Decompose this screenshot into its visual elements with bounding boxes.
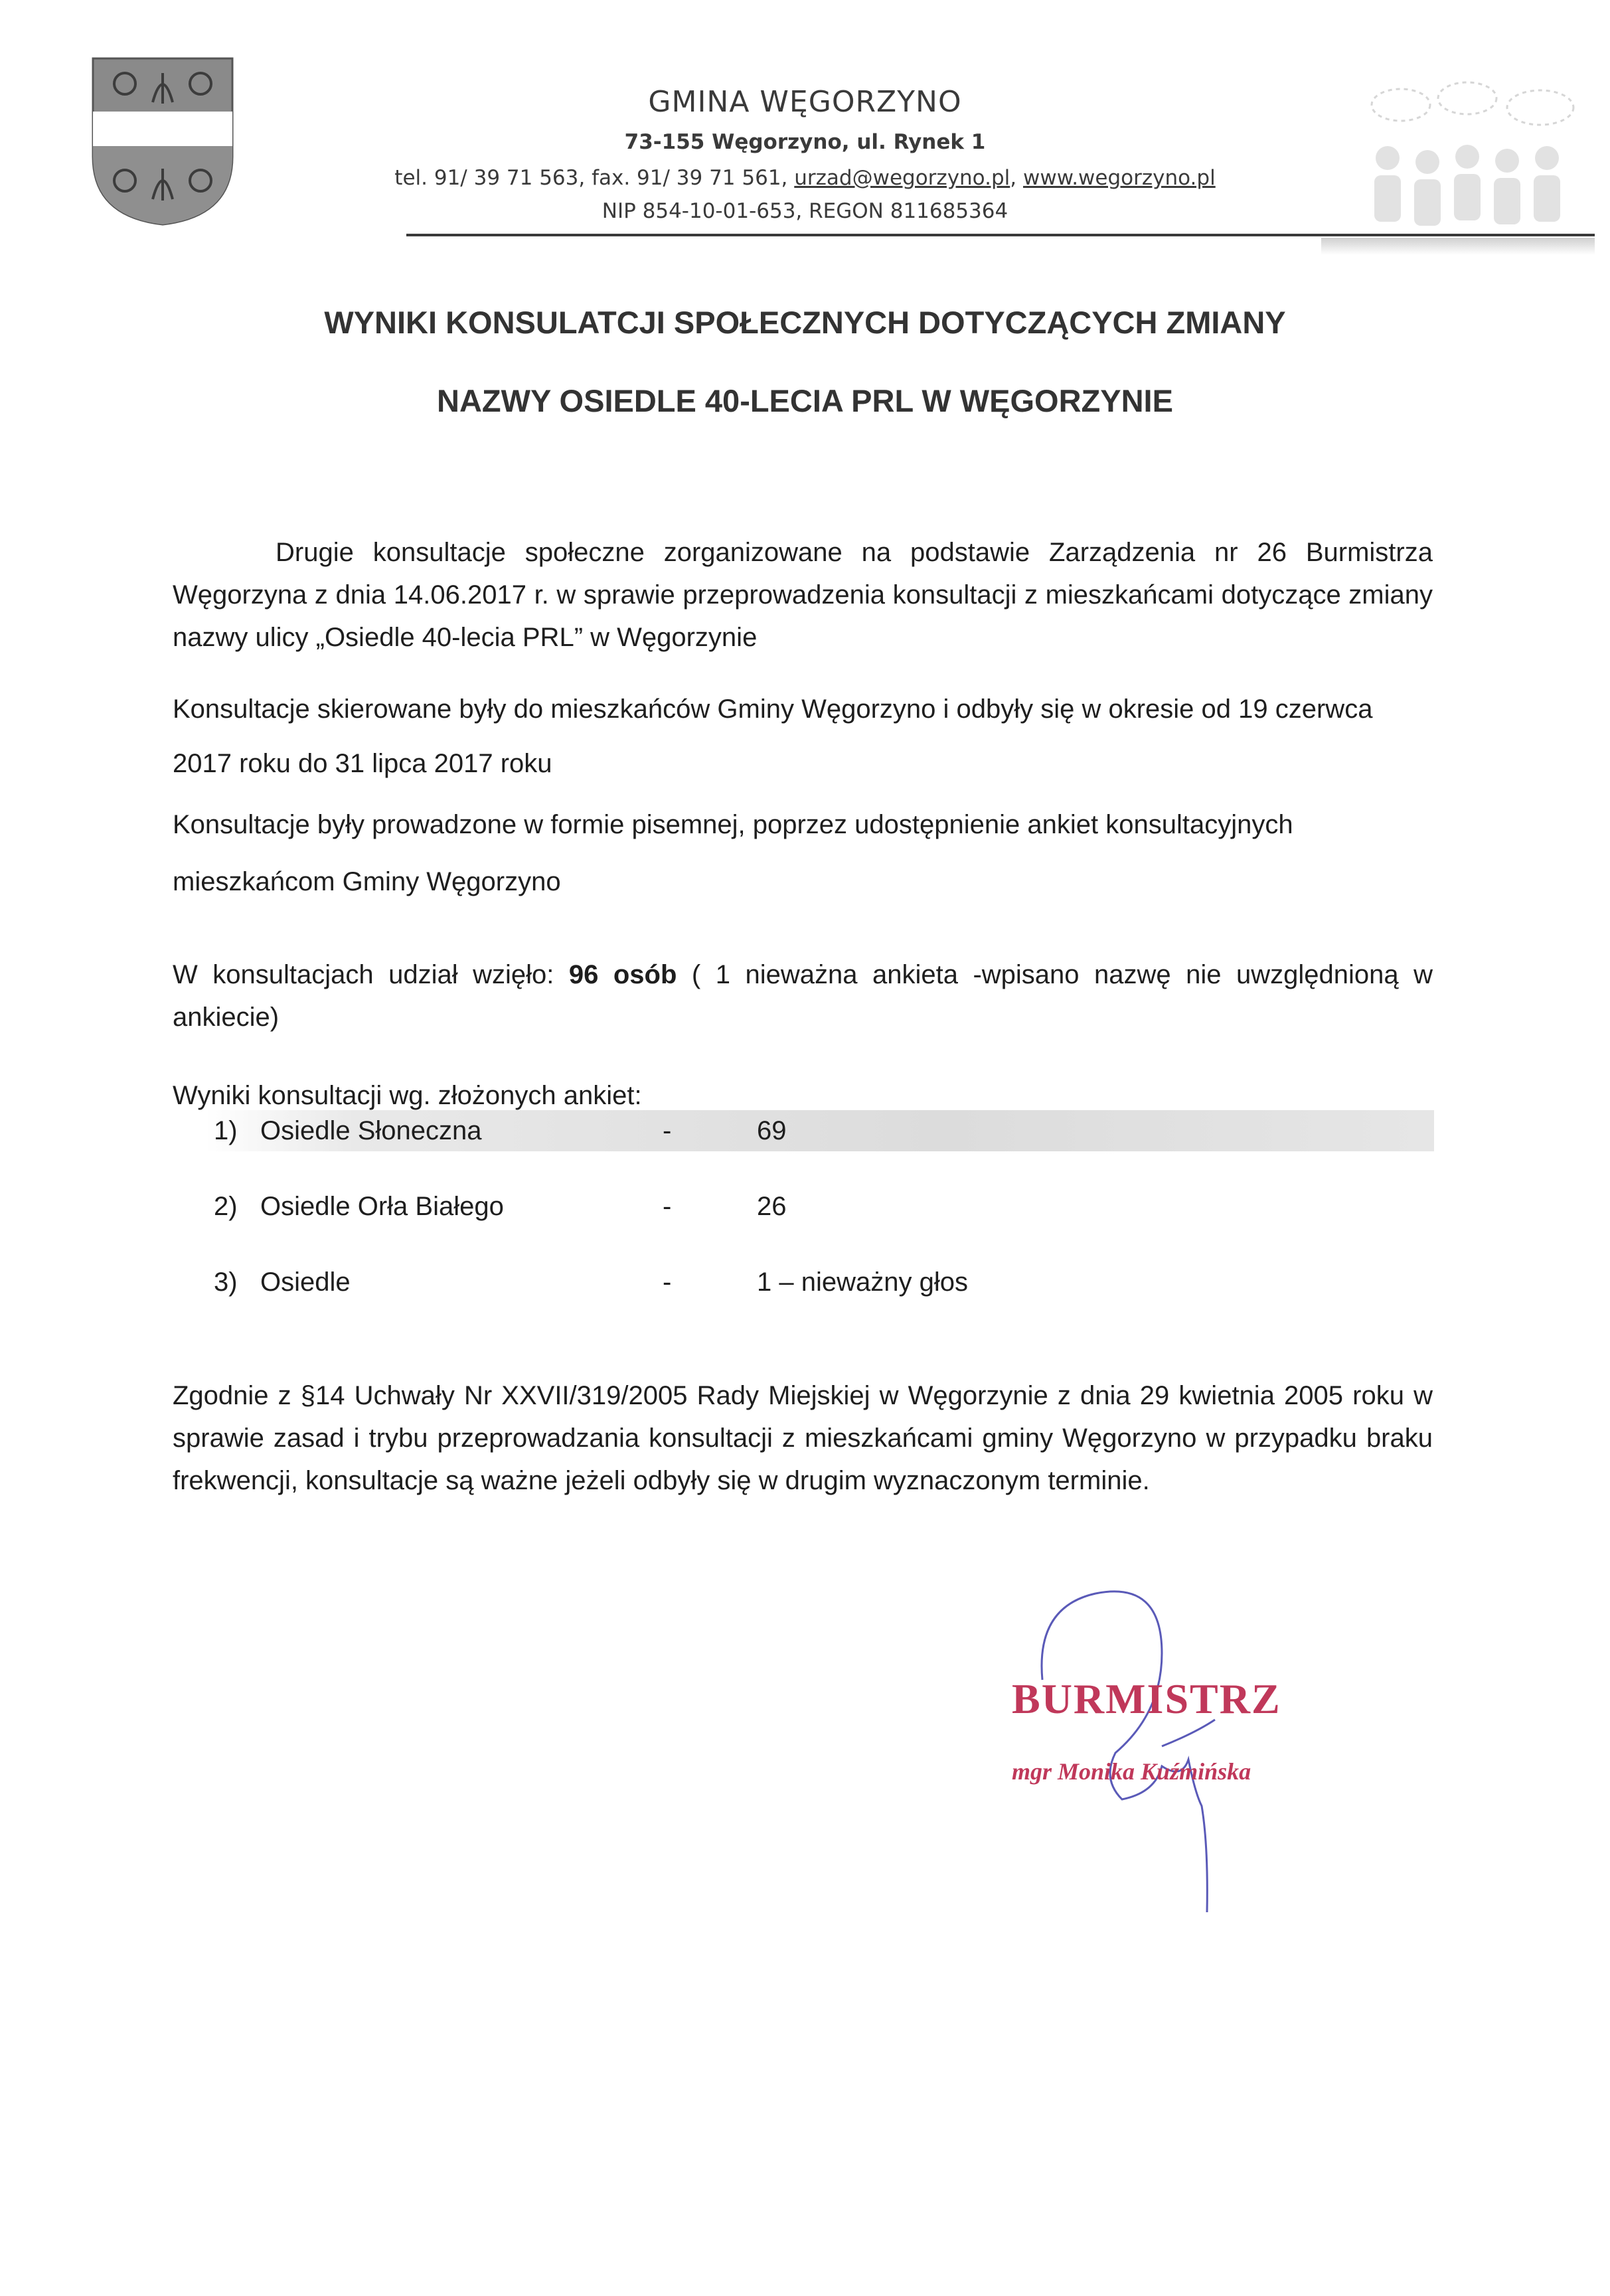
results-intro: Wyniki konsultacji wg. złożonych ankiet: — [173, 1081, 642, 1110]
result-name: Osiedle Orła Białego — [260, 1192, 504, 1221]
stamp-title: BURMISTRZ — [1012, 1675, 1281, 1722]
document-title-line-2: NAZWY OSIEDLE 40-LECIA PRL W WĘGORZYNIE — [437, 383, 1173, 418]
target-paragraph-line-2: 2017 roku do 31 lipca 2017 roku — [173, 749, 552, 778]
form-paragraph-line-1: Konsultacje były prowadzone w formie pisemnej, poprzez udostępnienie ankiet konsultacyjnych — [173, 810, 1293, 839]
organization-ids: NIP 854-10-01-653, REGON 811685364 — [602, 199, 1008, 223]
email-link[interactable]: urzad@wegorzyno.pl — [794, 166, 1010, 190]
intro-paragraph: Drugie konsultacje społeczne zorganizowane na podstawie Zarządzenia nr 26 Burmistrza Węgorzyna z dnia 14.06.2017 r. w sprawie przeprowadzenia konsultacji z mieszkańcami dotyczące zmiany nazwy ulicy „Osiedle 40-lecia PRL” w Węgorzynie — [173, 538, 1433, 652]
result-dash: - — [663, 1268, 672, 1297]
result-row — [206, 1110, 1434, 1151]
participation-paragraph — [173, 953, 1433, 1038]
result-value: 69 — [757, 1116, 787, 1145]
result-value: 1 – nieważny głos — [757, 1268, 968, 1297]
organization-address: 73-155 Węgorzyno, ul. Rynek 1 — [624, 130, 986, 154]
website-link[interactable]: www.wegorzyno.pl — [1022, 166, 1216, 190]
result-number: 3) — [214, 1268, 238, 1297]
header-divider-shadow — [1321, 238, 1595, 255]
mayor-signature-stamp — [996, 1580, 1341, 1926]
result-name: Osiedle — [260, 1268, 351, 1297]
stamp-name: mgr Monika Kuźmińska — [1012, 1758, 1251, 1785]
speech-bubble-people-icon — [1354, 78, 1593, 238]
participation-suffix: ( 1 nieważna ankieta -wpisano nazwę nie uwzględnioną w ankiecie) — [173, 960, 1433, 1032]
result-row — [206, 1262, 1434, 1303]
result-value: 26 — [757, 1192, 787, 1221]
form-paragraph-line-2: mieszkańcom Gminy Węgorzyno — [173, 867, 561, 896]
participation-prefix: W konsultacjach udział wzięło: — [173, 960, 569, 989]
document-title-line-1: WYNIKI KONSULATCJI SPOŁECZNYCH DOTYCZĄCYCH ZMIANY — [324, 305, 1286, 340]
organization-contact: tel. 91/ 39 71 563, fax. 91/ 39 71 561, urzad@wegorzyno.pl, www.wegorzyno.pl — [394, 166, 1216, 190]
result-number: 2) — [214, 1192, 238, 1221]
participation-count: 96 osób — [568, 960, 677, 989]
organization-name: GMINA WĘGORZYNO — [648, 85, 962, 119]
phone-fax: tel. 91/ 39 71 563, fax. 91/ 39 71 561, — [394, 166, 788, 190]
result-row — [206, 1186, 1434, 1227]
target-paragraph-line-1: Konsultacje skierowane były do mieszkańców Gminy Węgorzyno i odbyły się w okresie od 19 czerwca — [173, 695, 1373, 724]
signature-stroke — [1042, 1592, 1215, 1912]
result-name: Osiedle Słoneczna — [260, 1116, 482, 1145]
result-number: 1) — [214, 1116, 238, 1145]
result-dash: - — [663, 1116, 672, 1145]
result-dash: - — [663, 1192, 672, 1221]
legal-basis-paragraph: Zgodnie z §14 Uchwały Nr XXVII/319/2005 Rady Miejskiej w Węgorzynie z dnia 29 kwietnia 2005 roku w sprawie zasad i trybu przeprowadzania konsultacji z mieszkańcami gminy Węgorzyno w przypadku braku frekwencji, konsultacje są ważne jeżeli odbyły się w drugim wyznaczonym terminie. — [173, 1381, 1433, 1495]
